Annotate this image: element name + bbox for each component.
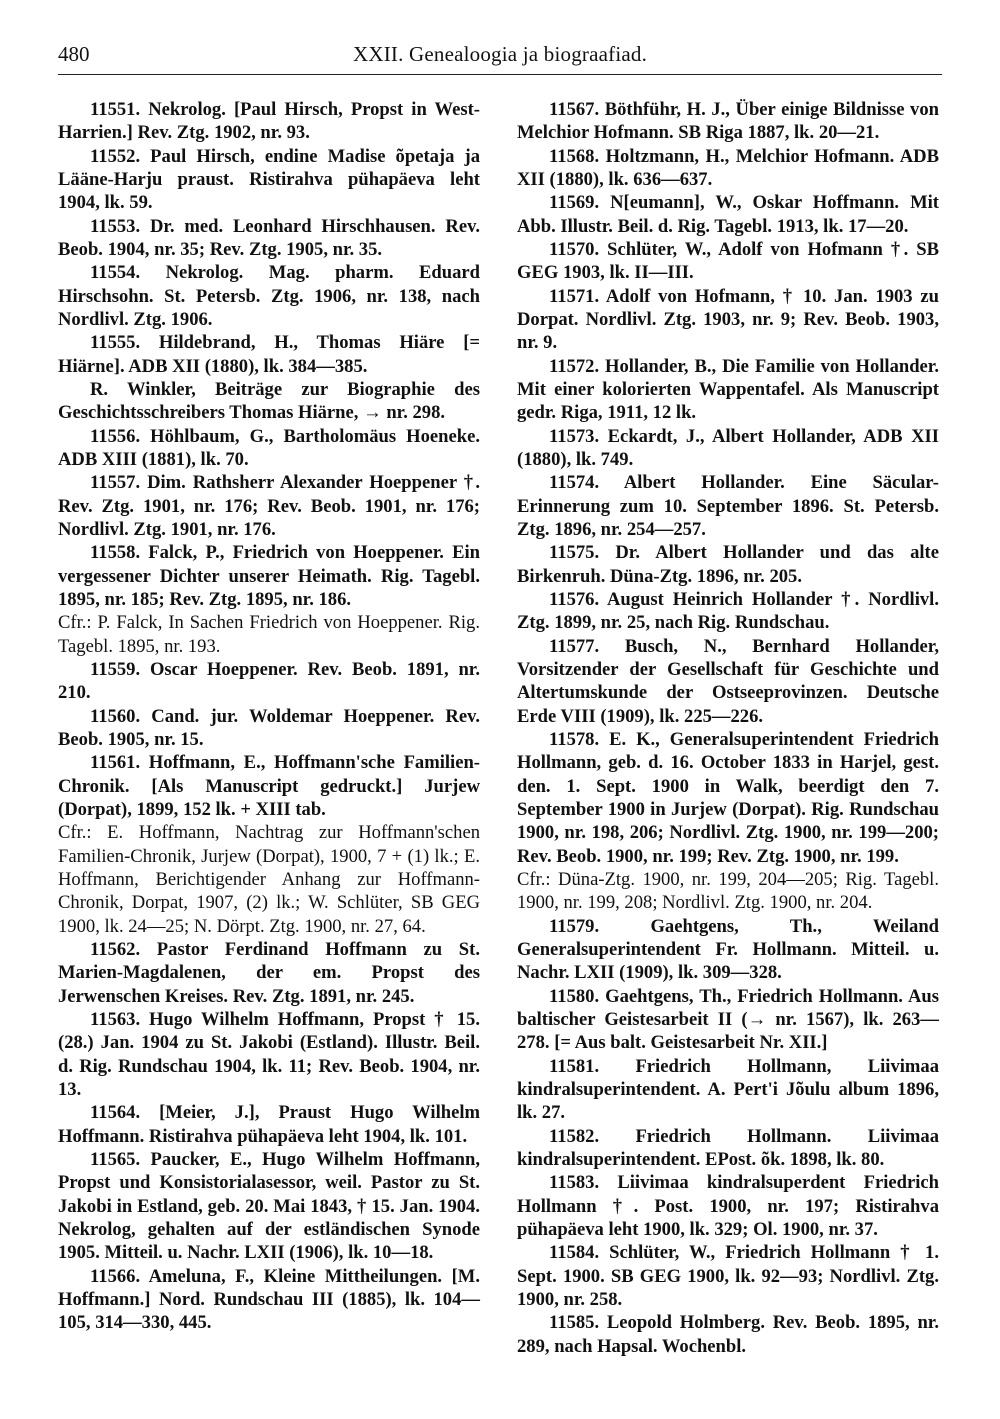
bibliography-entry: 11572. Hollander, B., Die Familie von Hollander. Mit einer kolorierten Wappentafel. Als Manuscript gedr. Riga, 1911, 12 lk. [517, 355, 939, 424]
right-column [517, 98, 939, 1358]
bibliography-entry: 11585. Leopold Holmberg. Rev. Beob. 1895, nr. 289, nach Hapsal. Wochenbl. [517, 1312, 939, 1357]
bibliography-entry: 11564. [Meier, J.], Praust Hugo Wilhelm Hoffmann. Ristirahva pühapäeva leht 1904, lk. 101. [58, 1102, 480, 1147]
bibliography-entry: 11584. Schlüter, W., Friedrich Hollmann † 1. Sept. 1900. SB GEG 1900, lk. 92—93; Nordlivl. Ztg. 1900, nr. 258. [517, 1242, 939, 1310]
bibliography-note: Cfr.: Düna-Ztg. 1900, nr. 199, 204—205; Rig. Tagebl. 1900, nr. 199, 208; Nordlivl. Ztg. 1900, nr. 204. [517, 868, 939, 914]
bibliography-entry: 11576. August Heinrich Hollander †. Nordlivl. Ztg. 1899, nr. 25, nach Rig. Rundschau. [517, 589, 939, 634]
bibliography-entry: 11579. Gaehtgens, Th., Weiland Generalsuperintendent Fr. Hollmann. Mitteil. u. Nachr. LXII (1909), lk. 309—328. [517, 915, 939, 984]
bibliography-note: Cfr.: P. Falck, In Sachen Friedrich von Hoeppener. Rig. Tagebl. 1895, nr. 193. [58, 612, 480, 657]
bibliography-entry: 11554. Nekrolog. Mag. pharm. Eduard Hirschsohn. St. Petersb. Ztg. 1906, nr. 138, nach Nordlivl. Ztg. 1906. [58, 262, 480, 330]
bibliography-entry: 11571. Adolf von Hofmann, † 10. Jan. 1903 zu Dorpat. Nordlivl. Ztg. 1903, nr. 9; Rev. Beob. 1903, nr. 9. [517, 285, 939, 354]
bibliography-entry: 11577. Busch, N., Bernhard Hollander, Vorsitzender der Gesellschaft für Geschichte und Altertumskunde der Ostseeprovinzen. Deutsche Erde VIII (1909), lk. 225—226. [517, 635, 939, 727]
bibliography-entry: R. Winkler, Beiträge zur Biographie des Geschichtsschreibers Thomas Hiärne, → nr. 298. [58, 379, 480, 424]
bibliography-entry: 11573. Eckardt, J., Albert Hollander, ADB XII (1880), lk. 749. [517, 425, 939, 471]
bibliography-entry: 11561. Hoffmann, E., Hoffmann'sche Familien-Chronik. [Als Manuscript gedruckt.] Jurjew (Dorpat), 1899, 152 lk. + XIII tab. [58, 752, 480, 821]
bibliography-entry: 11583. Liivimaa kindralsuperdent Friedrich Hollmann †. Post. 1900, nr. 197; Ristirahva pühapäeva leht 1900, lk. 329; Ol. 1900, nr. 37. [517, 1172, 939, 1240]
bibliography-entry: 11581. Friedrich Hollmann, Liivimaa kindralsuperintendent. A. Pert'i Jõulu album 1896, lk. 27. [517, 1055, 939, 1124]
page-number: 480 [58, 42, 90, 66]
bibliography-entry: 11578. E. K., Generalsuperintendent Friedrich Hollmann, geb. d. 16. October 1833 in Harjel, gest. den. 1. Sept. 1900 in Walk, beerdigt den 7. September 1900 in Jurjew (Dorpat). Rig. Rundschau 1900, nr. 198, 206; Nordlivl. Ztg. 1900, nr. 199—200; Rev. Beob. 1900, nr. 199; Rev. Ztg. 1900, nr. 199. [517, 729, 939, 867]
bibliography-entry: 11566. Ameluna, F., Kleine Mittheilungen. [M. Hoffmann.] Nord. Rundschau III (1885), lk. 104—105, 314—330, 445. [58, 1265, 480, 1334]
bibliography-entry: 11560. Cand. jur. Woldemar Hoeppener. Rev. Beob. 1905, nr. 15. [58, 705, 480, 751]
bibliography-entry: 11582. Friedrich Hollmann. Liivimaa kindralsuperintendent. EPost. õk. 1898, lk. 80. [517, 1125, 939, 1170]
bibliography-entry: 11559. Oscar Hoeppener. Rev. Beob. 1891, nr. 210. [58, 659, 480, 704]
bibliography-entry: 11555. Hildebrand, H., Thomas Hiäre [= Hiärne]. ADB XII (1880), lk. 384—385. [58, 332, 480, 377]
bibliography-entry: 11557. Dim. Rathsherr Alexander Hoeppener †. Rev. Ztg. 1901, nr. 176; Rev. Beob. 1901, nr. 176; Nordlivl. Ztg. 1901, nr. 176. [58, 472, 480, 540]
bibliography-entry: 11558. Falck, P., Friedrich von Hoeppener. Ein vergessener Dichter unserer Heimath. Rig. Tagebl. 1895, nr. 185; Rev. Ztg. 1895, nr. 186. [58, 542, 480, 610]
header-rule [58, 74, 942, 75]
bibliography-entry: 11562. Pastor Ferdinand Hoffmann zu St. Marien-Magdalenen, der em. Propst des Jerwenschen Kreises. Rev. Ztg. 1891, nr. 245. [58, 939, 480, 1007]
bibliography-entry: 11567. Böthführ, H. J., Über einige Bildnisse von Melchior Hofmann. SB Riga 1887, lk. 20—21. [517, 99, 939, 144]
running-title: XXII. Genealoogia ja biograafiad. [352, 42, 648, 66]
bibliography-entry: 11574. Albert Hollander. Eine Säcular-Erinnerung zum 10. September 1896. St. Petersb. Ztg. 1896, nr. 254—257. [517, 472, 939, 540]
bibliography-entry: 11575. Dr. Albert Hollander und das alte Birkenruh. Düna-Ztg. 1896, nr. 205. [517, 542, 939, 587]
bibliography-entry: 11570. Schlüter, W., Adolf von Hofmann †. SB GEG 1903, lk. II—III. [517, 239, 939, 284]
bibliography-entry: 11563. Hugo Wilhelm Hoffmann, Propst † 15. (28.) Jan. 1904 zu St. Jakobi (Estland). Illustr. Beil. d. Rig. Rundschau 1904, lk. 11; Rev. Beob. 1904, nr. 13. [58, 1008, 480, 1100]
bibliography-entry: 11556. Höhlbaum, G., Bartholomäus Hoeneke. ADB XIII (1881), lk. 70. [58, 425, 480, 471]
page-header [58, 34, 942, 74]
left-column [58, 98, 480, 1335]
bibliography-entry: 11553. Dr. med. Leonhard Hirschhausen. Rev. Beob. 1904, nr. 35; Rev. Ztg. 1905, nr. 35. [58, 215, 480, 260]
bibliography-note: Cfr.: E. Hoffmann, Nachtrag zur Hoffmann'schen Familien-Chronik, Jurjew (Dorpat), 1900, 7 + (1) lk.; E. Hoffmann, Berichtigender Anhang zur Hoffmann-Chronik, Dorpat, 1907, (2) lk.; W. Schlüter, SB GEG 1900, lk. 24—25; N. Dörpt. Ztg. 1900, nr. 27, 64. [58, 822, 480, 937]
bibliography-entry: 11580. Gaehtgens, Th., Friedrich Hollmann. Aus baltischer Geistesarbeit II (→ nr. 1567), lk. 263—278. [= Aus balt. Geistesarbeit Nr. XII.] [517, 985, 939, 1054]
bibliography-entry: 11568. Holtzmann, H., Melchior Hofmann. ADB XII (1880), lk. 636—637. [517, 145, 939, 190]
bibliography-entry: 11552. Paul Hirsch, endine Madise õpetaja ja Lääne-Harju praust. Ristirahva pühapäeva leht 1904, lk. 59. [58, 145, 480, 214]
bibliography-entry: 11569. N[eumann], W., Oskar Hoffmann. Mit Abb. Illustr. Beil. d. Rig. Tagebl. 1913, lk. 17—20. [517, 192, 939, 237]
bibliography-entry: 11565. Paucker, E., Hugo Wilhelm Hoffmann, Propst und Konsistorialasessor, weil. Pastor zu St. Jakobi in Estland, geb. 20. Mai 1843, † 15. Jan. 1904. Nekrolog, gehalten auf der estländischen Synode 1905. Mitteil. u. Nachr. LXII (1906), lk. 10—18. [58, 1148, 480, 1264]
bibliography-entry: 11551. Nekrolog. [Paul Hirsch, Propst in West-Harrien.] Rev. Ztg. 1902, nr. 93. [58, 99, 480, 144]
